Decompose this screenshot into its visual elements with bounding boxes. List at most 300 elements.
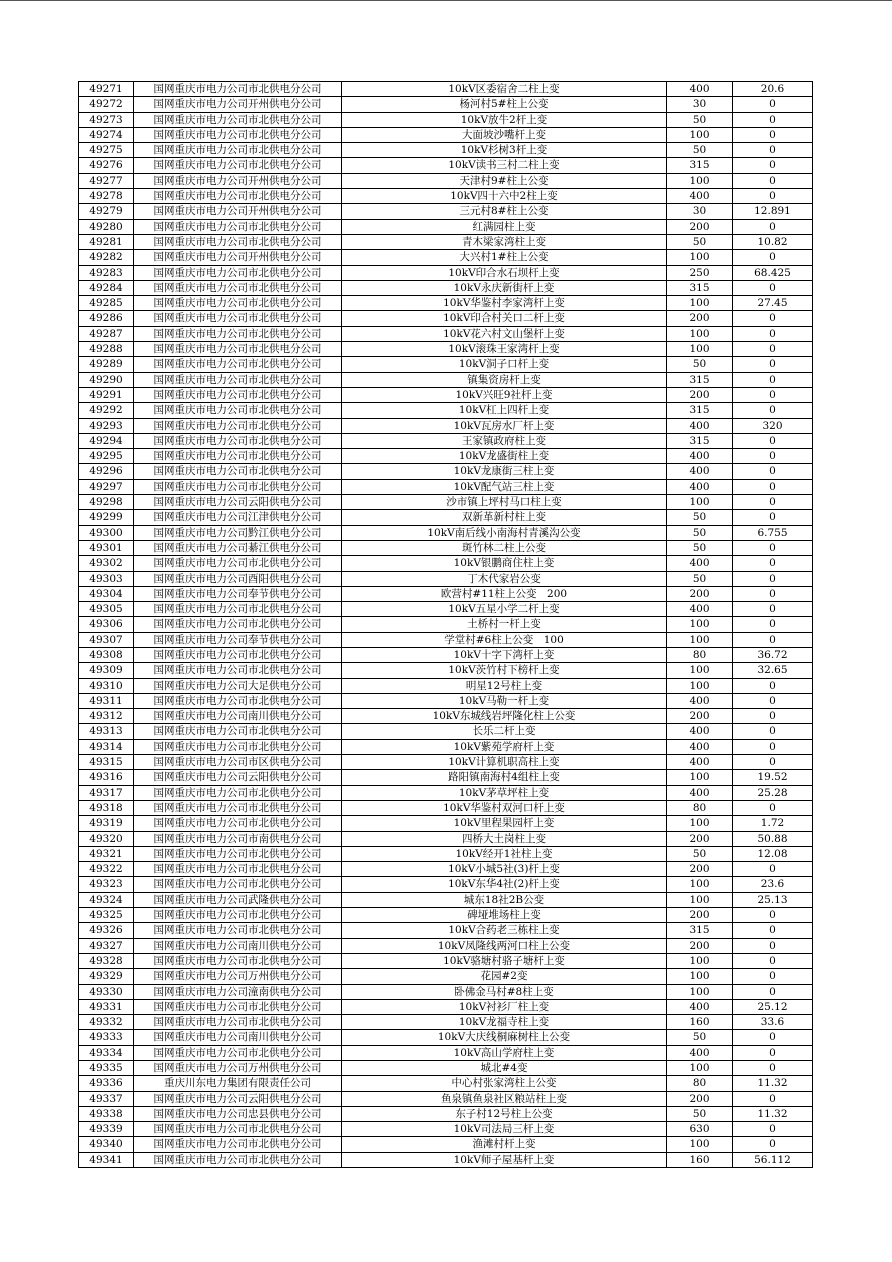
- record-id-cell: 49298: [79, 495, 134, 510]
- transformer-name-cell: 10kV华鉴村双河口杆上变: [342, 800, 667, 815]
- table-row: [79, 663, 813, 678]
- company-cell: 国网重庆市电力公司市北供电分公司: [134, 602, 342, 617]
- load-value-cell: 0: [733, 479, 813, 494]
- table-row: [79, 709, 813, 724]
- load-value-cell: 0: [733, 326, 813, 341]
- table-row: [79, 846, 813, 861]
- transformer-name-cell: 碑垭堆场柱上变: [342, 908, 667, 923]
- capacity-cell: 160: [667, 1152, 733, 1167]
- record-id-cell: 49291: [79, 387, 134, 402]
- company-cell: 国网重庆市电力公司市北供电分公司: [134, 280, 342, 295]
- company-cell: 国网重庆市电力公司潼南供电分公司: [134, 984, 342, 999]
- capacity-cell: 100: [667, 296, 733, 311]
- record-id-cell: 49277: [79, 173, 134, 188]
- capacity-cell: 400: [667, 693, 733, 708]
- company-cell: 国网重庆市电力公司奉节供电分公司: [134, 632, 342, 647]
- load-value-cell: 0: [733, 571, 813, 586]
- company-cell: 重庆川东电力集团有限责任公司: [134, 1076, 342, 1091]
- company-cell: 国网重庆市电力公司酉阳供电分公司: [134, 571, 342, 586]
- transformer-name-cell: 10kV大庆线桐麻树柱上公变: [342, 1030, 667, 1045]
- table-row: [79, 632, 813, 647]
- capacity-cell: 100: [667, 326, 733, 341]
- load-value-cell: 0: [733, 586, 813, 601]
- company-cell: 国网重庆市电力公司开州供电分公司: [134, 97, 342, 112]
- transformer-name-cell: 斑竹林二柱上公变: [342, 540, 667, 555]
- load-value-cell: 25.28: [733, 785, 813, 800]
- company-cell: 国网重庆市电力公司市区供电分公司: [134, 755, 342, 770]
- load-value-cell: 33.6: [733, 1015, 813, 1030]
- record-id-cell: 49318: [79, 800, 134, 815]
- transformer-name-cell: 10kV计算机职高柱上变: [342, 755, 667, 770]
- transformer-name-cell: 10kV印合水石坝杆上变: [342, 265, 667, 280]
- company-cell: 国网重庆市电力公司市北供电分公司: [134, 143, 342, 158]
- transformer-name-cell: 10kV司法局三杆上变: [342, 1122, 667, 1137]
- capacity-cell: 200: [667, 311, 733, 326]
- capacity-cell: 160: [667, 1015, 733, 1030]
- load-value-cell: 0: [733, 280, 813, 295]
- load-value-cell: 0: [733, 1122, 813, 1137]
- transformer-name-cell: 10kV小城5社(3)杆上变: [342, 862, 667, 877]
- capacity-cell: 400: [667, 449, 733, 464]
- capacity-cell: 50: [667, 143, 733, 158]
- record-id-cell: 49283: [79, 265, 134, 280]
- capacity-cell: 400: [667, 1045, 733, 1060]
- transformer-name-cell: 10kV滚珠王家湾杆上变: [342, 342, 667, 357]
- transformer-name-cell: 四桥大土岗柱上变: [342, 831, 667, 846]
- table-row: [79, 1091, 813, 1106]
- record-id-cell: 49286: [79, 311, 134, 326]
- load-value-cell: 25.12: [733, 999, 813, 1014]
- transformer-name-cell: 土桥村一杆上变: [342, 617, 667, 632]
- capacity-cell: 100: [667, 984, 733, 999]
- record-id-cell: 49287: [79, 326, 134, 341]
- load-value-cell: 0: [733, 173, 813, 188]
- load-value-cell: 11.32: [733, 1076, 813, 1091]
- company-cell: 国网重庆市电力公司市北供电分公司: [134, 923, 342, 938]
- table-row: [79, 311, 813, 326]
- transformer-name-cell: 天津村9#柱上公变: [342, 173, 667, 188]
- load-value-cell: 0: [733, 189, 813, 204]
- company-cell: 国网重庆市电力公司黔江供电分公司: [134, 525, 342, 540]
- load-value-cell: 0: [733, 1061, 813, 1076]
- record-id-cell: 49285: [79, 296, 134, 311]
- record-id-cell: 49339: [79, 1122, 134, 1137]
- table-row: [79, 602, 813, 617]
- company-cell: 国网重庆市电力公司市北供电分公司: [134, 265, 342, 280]
- record-id-cell: 49312: [79, 709, 134, 724]
- capacity-cell: 315: [667, 403, 733, 418]
- capacity-cell: 100: [667, 953, 733, 968]
- company-cell: 国网重庆市电力公司市北供电分公司: [134, 387, 342, 402]
- record-id-cell: 49302: [79, 556, 134, 571]
- capacity-cell: 100: [667, 877, 733, 892]
- load-value-cell: 32.65: [733, 663, 813, 678]
- transformer-name-cell: 10kV龙盛街柱上变: [342, 449, 667, 464]
- load-value-cell: 0: [733, 357, 813, 372]
- transformer-name-cell: 10kV马勒一杆上变: [342, 693, 667, 708]
- transformer-name-cell: 10kV放牛2杆上变: [342, 112, 667, 127]
- table-row: [79, 938, 813, 953]
- load-value-cell: 0: [733, 250, 813, 265]
- transformer-name-cell: 学堂村#6柱上公变 100: [342, 632, 667, 647]
- capacity-cell: 100: [667, 342, 733, 357]
- transformer-name-cell: 10kV茨竹村下榜杆上变: [342, 663, 667, 678]
- transformer-name-cell: 10kV里程果园杆上变: [342, 816, 667, 831]
- load-value-cell: 0: [733, 540, 813, 555]
- capacity-cell: 100: [667, 173, 733, 188]
- load-value-cell: 0: [733, 495, 813, 510]
- record-id-cell: 49338: [79, 1106, 134, 1121]
- table-row: [79, 556, 813, 571]
- capacity-cell: 200: [667, 908, 733, 923]
- capacity-cell: 80: [667, 800, 733, 815]
- company-cell: 国网重庆市电力公司市北供电分公司: [134, 1137, 342, 1152]
- load-value-cell: 11.32: [733, 1106, 813, 1121]
- table-row: [79, 510, 813, 525]
- load-value-cell: 0: [733, 556, 813, 571]
- company-cell: 国网重庆市电力公司云阳供电分公司: [134, 1091, 342, 1106]
- transformer-name-cell: 10kV龙福寺柱上变: [342, 1015, 667, 1030]
- capacity-cell: 400: [667, 464, 733, 479]
- company-cell: 国网重庆市电力公司市北供电分公司: [134, 724, 342, 739]
- capacity-cell: 200: [667, 586, 733, 601]
- transformer-name-cell: 10kV华鉴村李家湾杆上变: [342, 296, 667, 311]
- transformer-name-cell: 沙市镇上坪村马口柱上变: [342, 495, 667, 510]
- table-row: [79, 984, 813, 999]
- record-id-cell: 49308: [79, 647, 134, 662]
- load-value-cell: 19.52: [733, 770, 813, 785]
- company-cell: 国网重庆市电力公司市北供电分公司: [134, 862, 342, 877]
- transformer-name-cell: 10kV瓦房水厂杆上变: [342, 418, 667, 433]
- table-row: [79, 999, 813, 1014]
- transformer-name-cell: 鱼泉镇鱼泉社区粮站柱上变: [342, 1091, 667, 1106]
- company-cell: 国网重庆市电力公司市北供电分公司: [134, 464, 342, 479]
- table-row: [79, 387, 813, 402]
- capacity-cell: 100: [667, 495, 733, 510]
- table-row: [79, 923, 813, 938]
- capacity-cell: 315: [667, 923, 733, 938]
- transformer-name-cell: 大面坡沙嘴杆上变: [342, 127, 667, 142]
- transformer-name-cell: 东子村12号柱上公变: [342, 1106, 667, 1121]
- transformer-name-cell: 红满园柱上变: [342, 219, 667, 234]
- capacity-cell: 100: [667, 770, 733, 785]
- company-cell: 国网重庆市电力公司綦江供电分公司: [134, 540, 342, 555]
- transformer-name-cell: 王家镇政府柱上变: [342, 433, 667, 448]
- table-row: [79, 127, 813, 142]
- record-id-cell: 49303: [79, 571, 134, 586]
- transformer-name-cell: 10kV兴旺9社杆上变: [342, 387, 667, 402]
- table-row: [79, 250, 813, 265]
- transformer-name-cell: 10kV杠上四杆上变: [342, 403, 667, 418]
- table-row: [79, 158, 813, 173]
- record-id-cell: 49278: [79, 189, 134, 204]
- table-row: [79, 831, 813, 846]
- table-row: [79, 403, 813, 418]
- record-id-cell: 49304: [79, 586, 134, 601]
- company-cell: 国网重庆市电力公司云阳供电分公司: [134, 495, 342, 510]
- transformer-name-cell: 10kV合药老三栋柱上变: [342, 923, 667, 938]
- record-id-cell: 49325: [79, 908, 134, 923]
- capacity-cell: 400: [667, 785, 733, 800]
- load-value-cell: 0: [733, 617, 813, 632]
- transformer-name-cell: 10kV区委宿舍二柱上变: [342, 82, 667, 97]
- record-id-cell: 49314: [79, 739, 134, 754]
- company-cell: 国网重庆市电力公司市北供电分公司: [134, 663, 342, 678]
- company-cell: 国网重庆市电力公司市北供电分公司: [134, 372, 342, 387]
- load-value-cell: 56.112: [733, 1152, 813, 1167]
- record-id-cell: 49301: [79, 540, 134, 555]
- record-id-cell: 49334: [79, 1045, 134, 1060]
- load-value-cell: 0: [733, 632, 813, 647]
- record-id-cell: 49300: [79, 525, 134, 540]
- load-value-cell: 0: [733, 1030, 813, 1045]
- transformer-name-cell: 明星12号柱上变: [342, 678, 667, 693]
- company-cell: 国网重庆市电力公司市北供电分公司: [134, 326, 342, 341]
- transformer-name-cell: 10kV师子屋基杆上变: [342, 1152, 667, 1167]
- load-value-cell: 0: [733, 678, 813, 693]
- transformer-name-cell: 欧营村#11柱上公变 200: [342, 586, 667, 601]
- capacity-cell: 200: [667, 387, 733, 402]
- load-value-cell: 0: [733, 127, 813, 142]
- load-value-cell: 27.45: [733, 296, 813, 311]
- table-row: [79, 953, 813, 968]
- record-id-cell: 49321: [79, 846, 134, 861]
- capacity-cell: 315: [667, 433, 733, 448]
- record-id-cell: 49275: [79, 143, 134, 158]
- record-id-cell: 49311: [79, 693, 134, 708]
- capacity-cell: 100: [667, 969, 733, 984]
- load-value-cell: 0: [733, 709, 813, 724]
- table-row: [79, 816, 813, 831]
- table-row: [79, 357, 813, 372]
- company-cell: 国网重庆市电力公司市北供电分公司: [134, 127, 342, 142]
- capacity-cell: 400: [667, 739, 733, 754]
- transformer-name-cell: 10kV永庆新街杆上变: [342, 280, 667, 295]
- transformer-name-cell: 大兴村1#柱上公变: [342, 250, 667, 265]
- capacity-cell: 200: [667, 938, 733, 953]
- capacity-cell: 400: [667, 479, 733, 494]
- capacity-cell: 400: [667, 999, 733, 1014]
- capacity-cell: 50: [667, 846, 733, 861]
- record-id-cell: 49272: [79, 97, 134, 112]
- company-cell: 国网重庆市电力公司市北供电分公司: [134, 234, 342, 249]
- company-cell: 国网重庆市电力公司开州供电分公司: [134, 204, 342, 219]
- company-cell: 国网重庆市电力公司市北供电分公司: [134, 1122, 342, 1137]
- transformer-name-cell: 10kV骆塘村骆子塘杆上变: [342, 953, 667, 968]
- load-value-cell: 0: [733, 953, 813, 968]
- capacity-cell: 50: [667, 357, 733, 372]
- record-id-cell: 49322: [79, 862, 134, 877]
- load-value-cell: 0: [733, 510, 813, 525]
- company-cell: 国网重庆市电力公司市北供电分公司: [134, 433, 342, 448]
- load-value-cell: 25.13: [733, 892, 813, 907]
- table-row: [79, 800, 813, 815]
- record-id-cell: 49305: [79, 602, 134, 617]
- table-row: [79, 265, 813, 280]
- transformer-name-cell: 10kV十字下湾杆上变: [342, 647, 667, 662]
- table-row: [79, 372, 813, 387]
- load-value-cell: 0: [733, 387, 813, 402]
- transformer-table-body: [79, 82, 813, 1168]
- table-row: [79, 739, 813, 754]
- record-id-cell: 49307: [79, 632, 134, 647]
- record-id-cell: 49288: [79, 342, 134, 357]
- transformer-name-cell: 卧佛金马村#8柱上变: [342, 984, 667, 999]
- table-row: [79, 1137, 813, 1152]
- capacity-cell: 50: [667, 571, 733, 586]
- record-id-cell: 49328: [79, 953, 134, 968]
- company-cell: 国网重庆市电力公司忠县供电分公司: [134, 1106, 342, 1121]
- capacity-cell: 50: [667, 1106, 733, 1121]
- company-cell: 国网重庆市电力公司市北供电分公司: [134, 357, 342, 372]
- capacity-cell: 200: [667, 1091, 733, 1106]
- table-row: [79, 724, 813, 739]
- load-value-cell: 0: [733, 938, 813, 953]
- capacity-cell: 100: [667, 892, 733, 907]
- record-id-cell: 49295: [79, 449, 134, 464]
- transformer-name-cell: 10kV东华4社(2)杆上变: [342, 877, 667, 892]
- record-id-cell: 49323: [79, 877, 134, 892]
- company-cell: 国网重庆市电力公司市北供电分公司: [134, 999, 342, 1014]
- company-cell: 国网重庆市电力公司市北供电分公司: [134, 418, 342, 433]
- company-cell: 国网重庆市电力公司江津供电分公司: [134, 510, 342, 525]
- table-row: [79, 1015, 813, 1030]
- load-value-cell: 50.88: [733, 831, 813, 846]
- capacity-cell: 100: [667, 663, 733, 678]
- table-row: [79, 296, 813, 311]
- company-cell: 国网重庆市电力公司市北供电分公司: [134, 1015, 342, 1030]
- transformer-name-cell: 双新革新村柱上变: [342, 510, 667, 525]
- record-id-cell: 49313: [79, 724, 134, 739]
- capacity-cell: 80: [667, 647, 733, 662]
- table-row: [79, 173, 813, 188]
- company-cell: 国网重庆市电力公司市北供电分公司: [134, 311, 342, 326]
- load-value-cell: 320: [733, 418, 813, 433]
- table-row: [79, 433, 813, 448]
- record-id-cell: 49280: [79, 219, 134, 234]
- table-row: [79, 969, 813, 984]
- load-value-cell: 0: [733, 724, 813, 739]
- company-cell: 国网重庆市电力公司市北供电分公司: [134, 479, 342, 494]
- table-row: [79, 540, 813, 555]
- load-value-cell: 0: [733, 984, 813, 999]
- table-row: [79, 479, 813, 494]
- table-row: [79, 418, 813, 433]
- transformer-name-cell: 10kV南后线小南海村青溪沟公变: [342, 525, 667, 540]
- load-value-cell: 12.08: [733, 846, 813, 861]
- company-cell: 国网重庆市电力公司市北供电分公司: [134, 112, 342, 127]
- table-row: [79, 877, 813, 892]
- record-id-cell: 49336: [79, 1076, 134, 1091]
- company-cell: 国网重庆市电力公司市北供电分公司: [134, 1152, 342, 1167]
- load-value-cell: 0: [733, 1091, 813, 1106]
- transformer-name-cell: 10kV五星小学二杆上变: [342, 602, 667, 617]
- load-value-cell: 0: [733, 1137, 813, 1152]
- company-cell: 国网重庆市电力公司市北供电分公司: [134, 219, 342, 234]
- transformer-name-cell: 10kV银鹏商住柱上变: [342, 556, 667, 571]
- company-cell: 国网重庆市电力公司云阳供电分公司: [134, 770, 342, 785]
- transformer-name-cell: 渔滩村杆上变: [342, 1137, 667, 1152]
- load-value-cell: 12.891: [733, 204, 813, 219]
- load-value-cell: 0: [733, 755, 813, 770]
- capacity-cell: 100: [667, 250, 733, 265]
- record-id-cell: 49281: [79, 234, 134, 249]
- record-id-cell: 49299: [79, 510, 134, 525]
- transformer-name-cell: 丁木代家岩公变: [342, 571, 667, 586]
- load-value-cell: 6.755: [733, 525, 813, 540]
- table-row: [79, 1061, 813, 1076]
- table-row: [79, 770, 813, 785]
- capacity-cell: 50: [667, 112, 733, 127]
- record-id-cell: 49317: [79, 785, 134, 800]
- record-id-cell: 49332: [79, 1015, 134, 1030]
- table-row: [79, 204, 813, 219]
- company-cell: 国网重庆市电力公司南川供电分公司: [134, 938, 342, 953]
- capacity-cell: 200: [667, 831, 733, 846]
- capacity-cell: 200: [667, 709, 733, 724]
- company-cell: 国网重庆市电力公司市南供电分公司: [134, 831, 342, 846]
- company-cell: 国网重庆市电力公司市北供电分公司: [134, 953, 342, 968]
- transformer-name-cell: 城北#4变: [342, 1061, 667, 1076]
- capacity-cell: 315: [667, 280, 733, 295]
- capacity-cell: 100: [667, 1061, 733, 1076]
- load-value-cell: 20.6: [733, 82, 813, 97]
- load-value-cell: 0: [733, 158, 813, 173]
- transformer-name-cell: 10kV读书三村二柱上变: [342, 158, 667, 173]
- company-cell: 国网重庆市电力公司市北供电分公司: [134, 647, 342, 662]
- record-id-cell: 49324: [79, 892, 134, 907]
- record-id-cell: 49306: [79, 617, 134, 632]
- capacity-cell: 30: [667, 97, 733, 112]
- transformer-name-cell: 三元村8#柱上公变: [342, 204, 667, 219]
- company-cell: 国网重庆市电力公司市北供电分公司: [134, 403, 342, 418]
- record-id-cell: 49296: [79, 464, 134, 479]
- record-id-cell: 49294: [79, 433, 134, 448]
- load-value-cell: 0: [733, 862, 813, 877]
- load-value-cell: 0: [733, 112, 813, 127]
- record-id-cell: 49315: [79, 755, 134, 770]
- transformer-name-cell: 10kV花六村文山堡杆上变: [342, 326, 667, 341]
- transformer-name-cell: 10kV东城线岩坪隆化柱上公变: [342, 709, 667, 724]
- company-cell: 国网重庆市电力公司市北供电分公司: [134, 189, 342, 204]
- record-id-cell: 49316: [79, 770, 134, 785]
- company-cell: 国网重庆市电力公司奉节供电分公司: [134, 586, 342, 601]
- table-row: [79, 678, 813, 693]
- company-cell: 国网重庆市电力公司市北供电分公司: [134, 296, 342, 311]
- table-row: [79, 342, 813, 357]
- record-id-cell: 49274: [79, 127, 134, 142]
- record-id-cell: 49331: [79, 999, 134, 1014]
- record-id-cell: 49340: [79, 1137, 134, 1152]
- transformer-name-cell: 10kV印合村关口二杆上变: [342, 311, 667, 326]
- table-row: [79, 82, 813, 97]
- capacity-cell: 100: [667, 816, 733, 831]
- table-row: [79, 755, 813, 770]
- table-row: [79, 1076, 813, 1091]
- capacity-cell: 200: [667, 219, 733, 234]
- capacity-cell: 50: [667, 510, 733, 525]
- company-cell: 国网重庆市电力公司市北供电分公司: [134, 82, 342, 97]
- capacity-cell: 80: [667, 1076, 733, 1091]
- company-cell: 国网重庆市电力公司开州供电分公司: [134, 250, 342, 265]
- transformer-name-cell: 路阳镇南海村4组柱上变: [342, 770, 667, 785]
- table-row: [79, 1045, 813, 1060]
- table-row: [79, 1106, 813, 1121]
- table-row: [79, 892, 813, 907]
- company-cell: 国网重庆市电力公司市北供电分公司: [134, 342, 342, 357]
- load-value-cell: 0: [733, 969, 813, 984]
- company-cell: 国网重庆市电力公司市北供电分公司: [134, 449, 342, 464]
